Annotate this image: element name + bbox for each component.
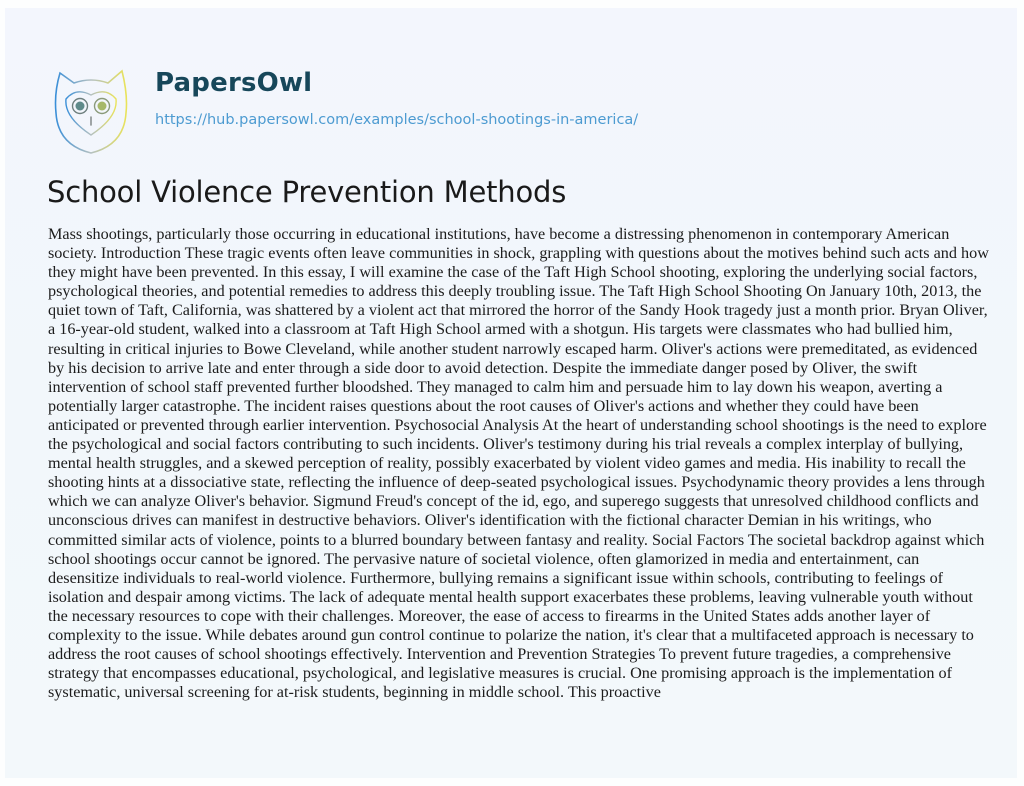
owl-logo-icon xyxy=(50,65,132,157)
article-title: School Violence Prevention Methods xyxy=(47,175,567,209)
page-container xyxy=(5,8,1017,778)
brand-name: PapersOwl xyxy=(155,68,313,98)
source-url-link[interactable]: https://hub.papersowl.com/examples/school-shootings-in-america/ xyxy=(155,112,639,128)
article-body: Mass shootings, particularly those occurring in educational institutions, have become a distressing phenomenon in contemporary American society. Introduction These tragic events often leave communities in shock, grappling with questions about the motives behind such acts and how they might have been prevented. In this essay, I will examine the case of the Taft High School shooting, exploring the underlying social factors, psychological theories, and potential remedies to address this deeply troubling issue. The Taft High School Shooting On January 10th, 2013, the quiet town of Taft, California, was shattered by a violent act that mirrored the horror of the Sandy Hook tragedy just a month prior. Bryan Oliver, a 16-year-old student, walked into a classroom at Taft High School armed with a shotgun. His targets were classmates who had bullied him, resulting in critical injuries to Bowe Cleveland, while another student narrowly escaped harm. Oliver's actions were premeditated, as evidenced by his decision to arrive late and enter through a side door to avoid detection. Despite the immediate danger posed by Oliver, the swift intervention of school staff prevented further bloodshed. They managed to calm him and persuade him to lay down his weapon, averting a potentially larger catastrophe. The incident raises questions about the root causes of Oliver's actions and whether they could have been anticipated or prevented through earlier intervention. Psychosocial Analysis At the heart of understanding school shootings is the need to explore the psychological and social factors contributing to such incidents. Oliver's testimony during his trial reveals a complex interplay of bullying, mental health struggles, and a skewed perception of reality, possibly exacerbated by violent video games and media. His inability to recall the shooting hints at a dissociative state, reflecting the influence of deep-seated psychological issues. Psychodynamic theory provides a lens through which we can analyze Oliver's behavior. Sigmund Freud's concept of the id, ego, and superego suggests that unresolved childhood conflicts and unconscious drives can manifest in destructive behaviors. Oliver's identification with the fictional character Demian in his writings, who committed similar acts of violence, points to a blurred boundary between fantasy and reality. Social Factors The societal backdrop against which school shootings occur cannot be ignored. The pervasive nature of societal violence, often glamorized in media and entertainment, can desensitize individuals to real-world violence. Furthermore, bullying remains a significant issue within schools, contributing to feelings of isolation and despair among victims. The lack of adequate mental health support exacerbates these problems, leaving vulnerable youth without the necessary resources to cope with their challenges. Moreover, the ease of access to firearms in the United States adds another layer of complexity to the issue. While debates around gun control continue to polarize the nation, it's clear that a multifaceted approach is necessary to address the root causes of school shootings effectively. Intervention and Prevention Strategies To prevent future tragedies, a comprehensive strategy that encompasses educational, psychological, and legislative measures is crucial. One promising approach is the implementation of systematic, universal screening for at-risk students, beginning in middle school. This proactive xyxy=(48,225,989,702)
header xyxy=(5,8,1017,168)
